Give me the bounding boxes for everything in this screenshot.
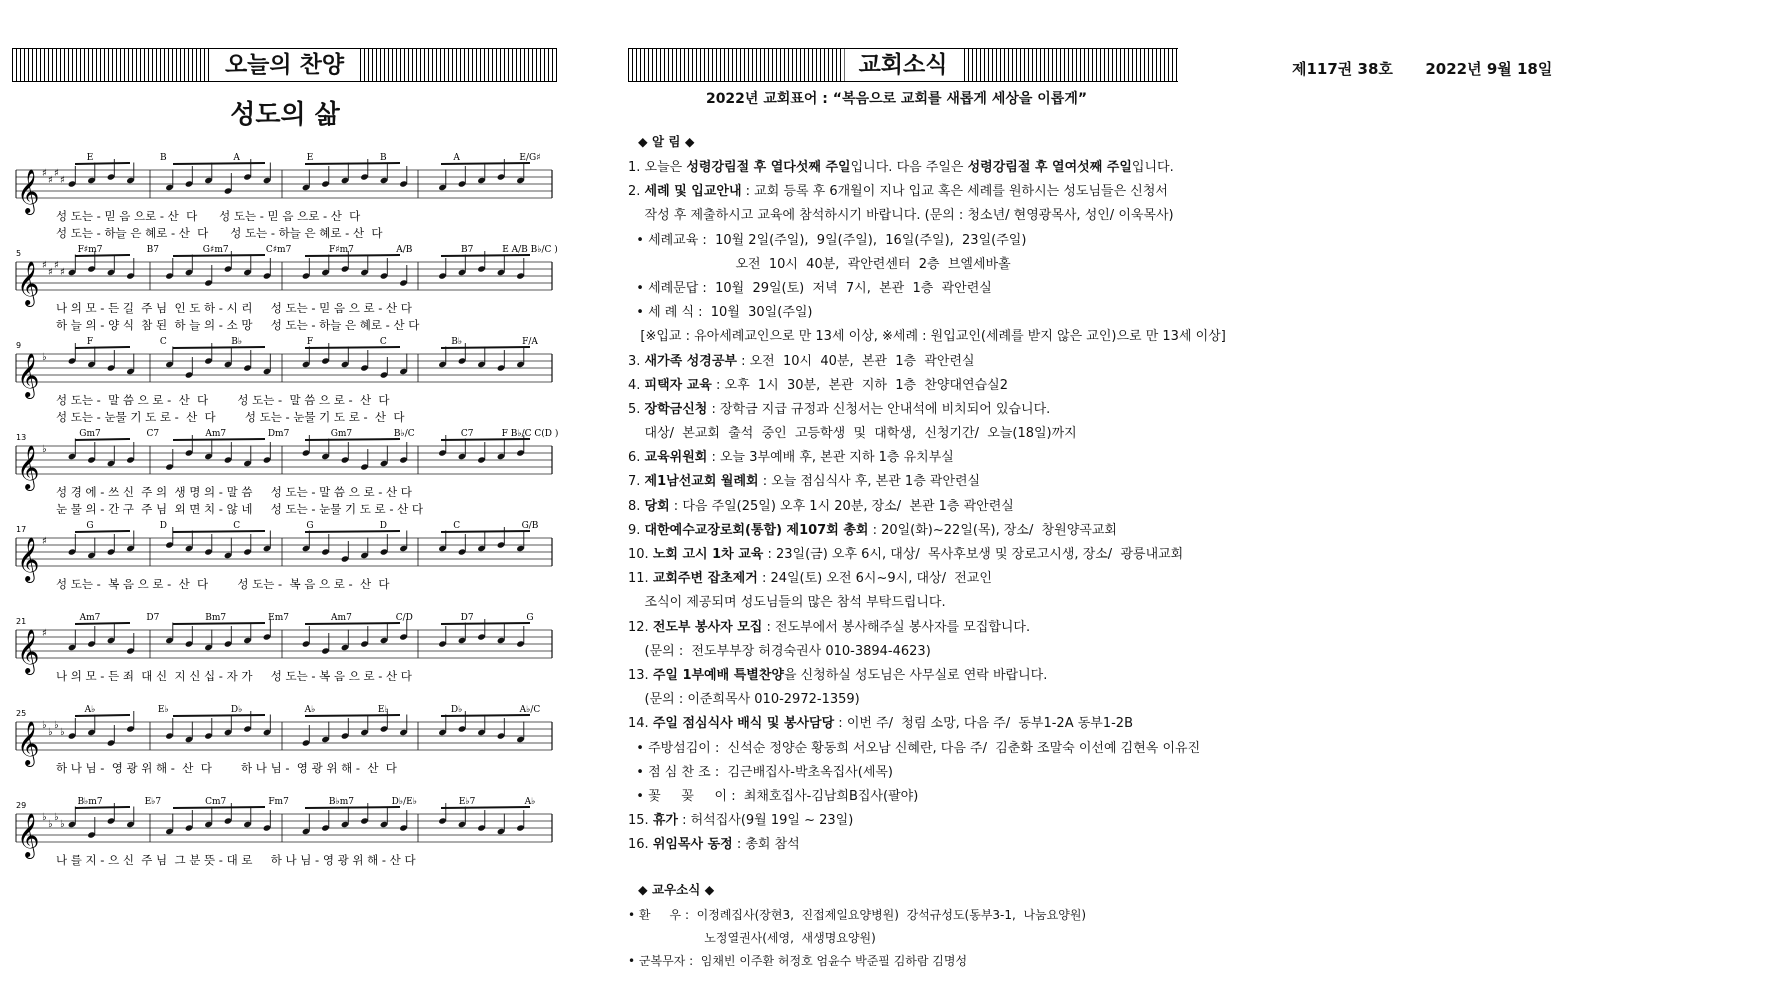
notice-bold-text: 장학금신청: [644, 401, 708, 417]
notice-text: 입니다. 다음 주일은: [850, 160, 968, 175]
family-news-heading: ◆ 교우소식 ◆: [638, 882, 715, 897]
notice-text: • 주방섬김이 : 신석순 정양순 황동희 서오남 신혜란, 다음 주/ 김춘화 조말숙 이선예 김현옥 이유진: [628, 740, 1201, 756]
notice-line: [628, 591, 1188, 615]
key-signature: ♭: [42, 720, 47, 731]
notice-text: 작성 후 제출하시고 교육에 참석하시기 바랍니다. (문의 : 청소년/ 현영광목사, 성인/ 이욱목사): [628, 208, 1174, 224]
issue-info: [1292, 58, 1552, 79]
note-beam: [305, 163, 400, 164]
notice-bold-text: 주일 1부예배 특별찬양: [652, 667, 784, 683]
chord-symbol: C7: [146, 429, 160, 439]
notice-text: • 점 심 찬 조 : 김근배집사-박초옥집사(세목): [628, 764, 894, 780]
note-beam: [75, 347, 130, 348]
notice-line: [628, 156, 1188, 180]
music-system: [16, 613, 552, 683]
family-news-line: • 군복무자 : 임채빈 이주환 허정호 엄윤수 박준필 김하람 김명성: [628, 954, 968, 968]
chord-symbol: D: [379, 521, 387, 531]
treble-clef: 𝄞: [17, 721, 40, 765]
notice-bold-text: 교회주변 잡초제거: [652, 571, 758, 587]
chord-symbol: B♭m7: [77, 797, 103, 807]
notice-line: [628, 422, 1188, 446]
chord-symbol: F: [306, 337, 314, 347]
key-signature: ♭: [60, 819, 65, 830]
notice-bold-text: 전도부 봉사자 모집: [652, 619, 763, 635]
notice-line: [628, 737, 1201, 761]
chord-symbol: Bm7: [205, 613, 227, 623]
chord-symbol: C: [379, 337, 387, 347]
note-beam: [173, 531, 265, 532]
key-signature: ♯: [54, 168, 59, 179]
notice-line: [628, 470, 1188, 494]
note-beam: [305, 623, 400, 624]
notice-text: 7.: [628, 474, 645, 490]
notice-line: [628, 712, 1188, 736]
music-system: [16, 797, 552, 867]
church-news-header: [628, 48, 1178, 82]
measure-number: 5: [16, 249, 22, 258]
notice-text: : 20일(화)~22일(목), 장소/ 창원양곡교회: [868, 522, 1117, 538]
notice-text: 16.: [628, 837, 653, 853]
notice-text: 5.: [628, 401, 645, 417]
notice-text: 10.: [628, 547, 653, 562]
lyric-line: 나 를 지 - 으 신 주 님 그 분 뜻 - 대 로 하 나 님 - 영 광 위 해 - 산 다: [56, 853, 416, 867]
notice-text: • 세례교육 : 10월 2일(주일), 9일(주일), 16일(주일), 23일(주일): [628, 232, 1027, 248]
chord-symbol: F/A: [522, 337, 538, 347]
notice-text: 6.: [628, 450, 645, 466]
todays-praise-header: [12, 48, 557, 82]
song-title: 성도의 삶: [230, 100, 340, 130]
notice-text: 9.: [628, 522, 645, 538]
issue-date: 2022년 9월 18일: [1425, 60, 1553, 78]
measure-number: 13: [16, 433, 27, 442]
sheet-music: [10, 140, 560, 970]
notice-line: [628, 519, 1188, 543]
notice-text: : 오늘 점심식사 후, 본관 1층 곽안련실: [758, 474, 981, 490]
note-beam: [173, 807, 265, 808]
key-signature: ♯: [60, 267, 65, 278]
chord-symbol: D♭: [450, 705, 463, 715]
notice-line: [628, 277, 1188, 301]
chord-symbol: G: [526, 613, 534, 623]
chord-symbol: F: [86, 337, 94, 347]
key-signature: ♭: [54, 720, 59, 731]
notice-line: [628, 253, 1188, 277]
chord-symbol: A: [233, 153, 240, 163]
music-system: [16, 705, 552, 775]
notice-text: 15.: [628, 813, 653, 829]
lyric-line: 성 경 에 - 쓰 신 주 의 생 명 의 - 말 씀 성 도는 - 말 씀 으 로 - 산 다: [56, 485, 412, 499]
note-beam: [75, 439, 130, 440]
notices-list: [628, 156, 1226, 857]
chord-symbol: A♭/C: [519, 705, 541, 715]
note-beam: [441, 347, 530, 348]
chord-symbol: E♭: [377, 705, 389, 715]
measure-number: 21: [16, 617, 27, 626]
note-beam: [305, 255, 400, 256]
notice-bold-text: 성령강림절 후 열여섯째 주일: [967, 160, 1132, 175]
chord-symbol: C/D: [395, 613, 413, 623]
chord-symbol: Fm7: [268, 797, 289, 807]
family-news-line: • 환 우 : 이정례집사(장현3, 진접제일요양병원) 강석규성도(동부3-1, 나눔요양원): [628, 908, 1087, 922]
chord-symbol: Gm7: [79, 429, 101, 439]
notice-bold-text: 휴가: [652, 813, 678, 829]
notice-line: [628, 325, 1226, 349]
measure-number: 17: [16, 525, 27, 534]
chord-symbol: A: [453, 153, 460, 163]
key-signature: ♯: [42, 260, 47, 271]
notice-text: : 허석집사(9월 19일 ~ 23일): [677, 813, 854, 829]
notice-text: : 24일(토) 오전 6시~9시, 대상/ 전교인: [757, 571, 992, 587]
note-beam: [441, 807, 530, 808]
note-beam: [441, 531, 530, 532]
notice-line: [628, 616, 1188, 640]
lyric-line: 나 의 모 - 든 죄 대 신 지 신 십 - 자 가 성 도는 - 복 음 으 로 - 산 다: [56, 669, 412, 683]
lyric-line: 성 도는 - 복 음 으 로 - 산 다 성 도는 - 복 음 으 로 - 산 다: [56, 577, 390, 591]
key-signature: ♭: [60, 727, 65, 738]
chord-symbol: F♯m7: [77, 245, 103, 255]
key-signature: ♭: [42, 352, 47, 363]
chord-symbol: A♭: [84, 705, 96, 715]
notice-bold-text: 당회: [644, 498, 670, 514]
notice-line: [628, 398, 1188, 422]
notice-line: [628, 495, 1188, 519]
notice-bold-text: 피택자 교육: [644, 377, 712, 393]
notice-line: [628, 446, 1188, 470]
notice-bold-text: 위임목사 동정: [652, 837, 733, 853]
chord-symbol: C♯m7: [265, 245, 292, 255]
notice-text: 12.: [628, 619, 653, 635]
note-beam: [75, 531, 130, 532]
chord-symbol: D♭: [230, 705, 243, 715]
note-beam: [305, 439, 400, 440]
key-signature: ♯: [48, 267, 53, 278]
music-system: [16, 428, 558, 516]
notice-text: 8.: [628, 498, 645, 514]
treble-clef: 𝄞: [17, 261, 40, 305]
chord-symbol: E: [86, 153, 94, 163]
chord-symbol: G: [86, 521, 94, 531]
notice-line: [628, 761, 1188, 785]
notice-text: (문의 : 이준희목사 010-2972-1359): [628, 692, 860, 708]
key-signature: ♭: [48, 819, 53, 830]
chord-symbol: B: [160, 153, 167, 163]
notice-text: : 오후 1시 30분, 본관 지하 1층 찬양대연습실2: [711, 377, 1008, 393]
measure-number: 29: [16, 801, 27, 810]
chord-symbol: D7: [460, 613, 474, 623]
key-signature: ♯: [42, 168, 47, 179]
notice-text: : 전도부에서 봉사해주실 봉사자를 모집합니다.: [762, 619, 1031, 635]
chord-symbol: A♭: [304, 705, 316, 715]
notice-text: • 꽃 꽂 이 : 최채호집사-김남희B집사(팔야): [628, 788, 919, 804]
lyric-line: 성 도는 - 눈물 기 도 로 - 산 다 성 도는 - 눈물 기 도 로 - 산 다: [56, 410, 405, 424]
chord-symbol: B: [380, 153, 387, 163]
music-system: [16, 244, 558, 332]
note-beam: [173, 715, 265, 716]
key-signature: ♯: [54, 260, 59, 271]
notice-text: • 세례문답 : 10월 29일(토) 저녁 7시, 본관 1층 곽안련실: [628, 280, 992, 296]
issue-volume: 제117권 38호: [1292, 60, 1393, 78]
note-beam: [305, 807, 400, 808]
notice-text: (문의 : 전도부부장 허경숙권사 010-3894-4623): [628, 643, 931, 659]
chord-symbol: C: [159, 337, 167, 347]
notice-bold-text: 주일 점심식사 배식 및 봉사담당: [652, 716, 835, 732]
treble-clef: 𝄞: [17, 813, 40, 857]
chord-symbol: Cm7: [205, 797, 227, 807]
notice-line: [628, 833, 1188, 857]
key-signature: ♯: [60, 175, 65, 186]
notice-text: : 오늘 3부예배 후, 본관 지하 1층 유치부실: [707, 450, 954, 466]
note-beam: [75, 715, 130, 716]
chord-symbol: C: [453, 521, 461, 531]
key-signature: ♭: [42, 812, 47, 823]
notice-line: [628, 180, 1188, 204]
note-beam: [75, 807, 130, 808]
notice-line: [628, 785, 1188, 809]
notice-text: 13.: [628, 667, 653, 683]
chord-symbol: Am7: [79, 613, 101, 623]
note-beam: [441, 715, 530, 716]
chord-symbol: A♭: [524, 797, 536, 807]
notice-line: [628, 374, 1188, 398]
notice-bold-text: 노회 고시 1차 교육: [652, 547, 764, 562]
treble-clef: 𝄞: [17, 537, 40, 581]
note-beam: [75, 255, 130, 256]
note-beam: [173, 623, 265, 624]
notice-text: : 23일(금) 오후 6시, 대상/ 목사후보생 및 장로고시생, 장소/ 광릉내교회: [763, 547, 1184, 562]
notice-line: [628, 688, 1188, 712]
chord-symbol: G: [306, 521, 314, 531]
notice-text: 입니다.: [1131, 160, 1174, 175]
treble-clef: 𝄞: [17, 169, 40, 213]
measure-number: 25: [16, 709, 27, 718]
chord-symbol: G♯m7: [202, 245, 229, 255]
notice-text: : 오전 10시 40분, 본관 1층 곽안련실: [736, 353, 975, 369]
chord-symbol: E♭7: [458, 797, 476, 807]
notice-text: 대상/ 본교회 출석 중인 고등학생 및 대학생, 신청기간/ 오늘(18일)까지: [628, 426, 1077, 442]
notice-text: : 총회 참석: [732, 837, 800, 853]
lyric-line: 나 의 모 - 든 길 주 님 인 도 하 - 시 리 성 도는 - 믿 음 으 로 - 산 다: [56, 301, 412, 315]
notice-text: 14.: [628, 716, 653, 732]
notice-bold-text: 교육위원회: [644, 450, 708, 466]
chord-symbol: E♭7: [144, 797, 162, 807]
note-beam: [173, 255, 265, 256]
note-beam: [305, 715, 400, 716]
notice-line: [628, 664, 1188, 688]
notice-line: [628, 229, 1188, 253]
family-news-line: 노정열권사(세영, 새생명요양원): [628, 931, 876, 945]
chord-symbol: A/B: [396, 245, 413, 255]
note-beam: [75, 623, 130, 624]
notice-text: [※입교 : 유아세례교인으로 만 13세 이상, ※세례 : 원입교인(세례를 받지 않은 교인)으로 만 13세 이상]: [628, 329, 1226, 345]
chord-symbol: B♭: [451, 337, 463, 347]
key-signature: ♯: [48, 175, 53, 186]
chord-symbol: Am7: [205, 429, 227, 439]
note-beam: [173, 163, 265, 164]
church-motto: 2022년 교회표어 : “복음으로 교회를 새롭게 세상을 이롭게”: [705, 91, 1088, 107]
chord-symbol: F B♭/C C(D ): [501, 429, 559, 439]
music-system: [16, 153, 552, 240]
chord-symbol: Gm7: [330, 429, 353, 439]
chord-symbol: B7: [146, 245, 160, 255]
lyric-line: 성 도는 - 하늘 은 혜로 - 산 다 성 도는 - 하늘 은 혜로 - 산 다: [56, 226, 383, 240]
lyric-line: 하 나 님 - 영 광 위 해 - 산 다 하 나 님 - 영 광 위 해 - 산 다: [56, 761, 397, 775]
notice-text: : 교회 등록 후 6개월이 지나 입교 혹은 세례를 원하시는 성도님들은 신청서: [741, 184, 1168, 200]
chord-symbol: C7: [460, 429, 474, 439]
chord-symbol: D: [159, 521, 167, 531]
notice-text: : 장학금 지급 규정과 신청서는 안내석에 비치되어 있습니다.: [707, 401, 1051, 417]
treble-clef: 𝄞: [17, 629, 40, 673]
notice-text: : 다음 주일(25일) 오후 1시 20분, 장소/ 본관 1층 곽안련실: [669, 498, 1014, 514]
note-beam: [173, 439, 265, 440]
notice-text: 오전 10시 40분, 곽안련센터 2층 브엘세바홀: [628, 256, 1011, 272]
notice-line: [628, 567, 1188, 591]
key-signature: ♯: [42, 628, 47, 639]
notice-text: 조식이 제공되며 성도님들의 많은 참석 부탁드립니다.: [628, 595, 946, 611]
todays-praise-title: 오늘의 찬양: [211, 49, 358, 81]
chord-symbol: B7: [460, 245, 474, 255]
music-system: [16, 337, 552, 424]
notice-line: [628, 640, 1188, 664]
chord-symbol: D7: [146, 613, 160, 623]
chord-symbol: E/G♯: [519, 153, 541, 163]
key-signature: ♭: [54, 812, 59, 823]
church-news-title: 교회소식: [845, 49, 962, 81]
chord-symbol: B♭: [231, 337, 243, 347]
notice-text: 4.: [628, 377, 645, 393]
notice-text: 1. 오늘은: [628, 160, 687, 175]
chord-symbol: E: [306, 153, 314, 163]
notice-text: • 세 례 식 : 10월 30일(주일): [628, 305, 813, 321]
notice-text: 3.: [628, 353, 645, 369]
chord-symbol: Dm7: [267, 429, 290, 439]
notice-line: [628, 350, 1188, 374]
chord-symbol: C: [233, 521, 241, 531]
note-beam: [441, 623, 530, 624]
chord-symbol: E♭: [157, 705, 169, 715]
music-system: [16, 521, 552, 591]
key-signature: ♭: [48, 727, 53, 738]
notice-line: [628, 204, 1188, 228]
key-signature: ♯: [42, 536, 47, 547]
lyric-line: 눈 물 의 - 간 구 주 님 외 면 치 - 않 네 성 도는 - 눈물 기 도 로 - 산 다: [56, 502, 424, 516]
chord-symbol: D♭/E♭: [391, 797, 417, 807]
lyric-line: 성 도는 - 말 씀 으 로 - 산 다 성 도는 - 말 씀 으 로 - 산 다: [56, 393, 390, 407]
note-beam: [441, 255, 530, 256]
notice-line: [628, 301, 1188, 325]
lyric-line: 성 도는 - 믿 음 으로 - 산 다 성 도는 - 믿 음 으로 - 산 다: [56, 209, 361, 223]
family-news-list: [628, 904, 1188, 973]
notice-bold-text: 제1남선교회 월례회: [644, 474, 759, 490]
key-signature: ♭: [42, 444, 47, 455]
treble-clef: 𝄞: [17, 353, 40, 397]
note-beam: [305, 347, 400, 348]
notice-line: [628, 809, 1188, 833]
chord-symbol: Am7: [331, 613, 352, 623]
treble-clef: 𝄞: [17, 445, 40, 489]
notice-text: 을 신청하실 성도님은 사무실로 연락 바랍니다.: [783, 667, 1048, 683]
chord-symbol: G/B: [521, 521, 539, 531]
note-beam: [75, 163, 130, 164]
note-beam: [305, 531, 400, 532]
notice-bold-text: 대한예수교장로회(통합) 제107회 총회: [644, 522, 869, 538]
chord-symbol: B♭/C: [393, 429, 415, 439]
note-beam: [441, 439, 530, 440]
notice-text: 11.: [628, 571, 653, 587]
chord-symbol: B♭m7: [328, 797, 354, 807]
notice-bold-text: 새가족 성경공부: [644, 353, 737, 369]
chord-symbol: Em7: [268, 613, 289, 623]
measure-number: 9: [16, 341, 22, 350]
note-beam: [441, 163, 530, 164]
notice-text: : 이번 주/ 청림 소망, 다음 주/ 동부1-2A 동부1-2B: [834, 716, 1133, 732]
note-beam: [173, 347, 265, 348]
notices-heading: ◆ 알 림 ◆: [638, 134, 695, 149]
notice-line: [628, 543, 1188, 567]
notice-bold-text: 성령강림절 후 열다섯째 주일: [686, 160, 851, 175]
chord-symbol: E A/B B♭/C ): [502, 245, 558, 255]
lyric-line: 하 늘 의 - 양 식 참 된 하 늘 의 - 소 망 성 도는 - 하늘 은 혜로 - 산 다: [56, 318, 420, 332]
notice-text: 2.: [628, 184, 645, 200]
notice-bold-text: 세례 및 입교안내: [644, 184, 742, 200]
chord-symbol: F♯m7: [328, 245, 354, 255]
